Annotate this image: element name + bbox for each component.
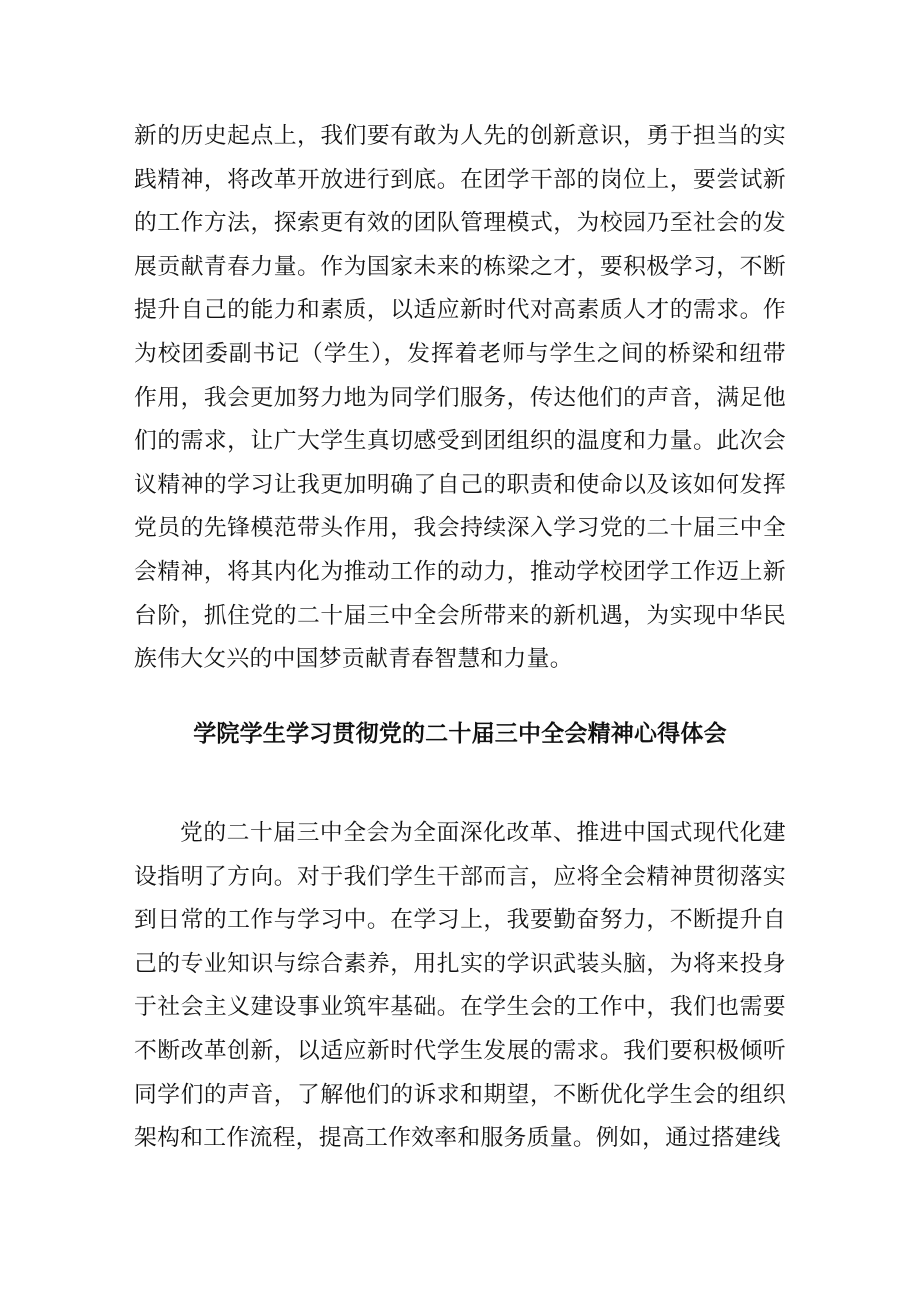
- section-heading: 学院学生学习贯彻党的二十届三中全会精神心得体会: [193, 721, 727, 747]
- body-paragraph-2: 党的二十届三中全会为全面深化改革、推进中国式现代化建设指明了方向。对于我们学生干部而言，应将全会精神贯彻落实到日常的工作与学习中。在学习上，我要勤奋努力，不断提升自己的专业知识与综合素养，用扎实的学识武装头脑，为将来投身于社会主义建设事业筑牢基础。在学生会的工作中，我们也需要不断改革创新，以适应新时代学生发展的需求。我们要积极倾听同学们的声音，了解他们的诉求和期望，不断优化学生会的组织架构和工作流程，提高工作效率和服务质量。例如，通过搭建线: [134, 820, 786, 1152]
- body-paragraph-1: 新的历史起点上，我们要有敢为人先的创新意识，勇于担当的实践精神，将改革开放进行到底。在团学干部的岗位上，要尝试新的工作方法，探索更有效的团队管理模式，为校园乃至社会的发展贡献青春力量。作为国家未来的栋梁之才，要积极学习，不断提升自己的能力和素质，以适应新时代对高素质人才的需求。作为校团委副书记（学生），发挥着老师与学生之间的桥梁和纽带作用，我会更加努力地为同学们服务，传达他们的声音，满足他们的需求，让广大学生真切感受到团组织的温度和力量。此次会议精神的学习让我更加明确了自己的职责和使命以及该如何发挥党员的先锋模范带头作用，我会持续深入学习党的二十届三中全会精神，将其内化为推动工作的动力，推动学校团学工作迈上新台阶，抓住党的二十届三中全会所带来的新机遇，为实现中华民族伟大攵兴的中国梦贡献青春智慧和力量。: [134, 123, 786, 673]
